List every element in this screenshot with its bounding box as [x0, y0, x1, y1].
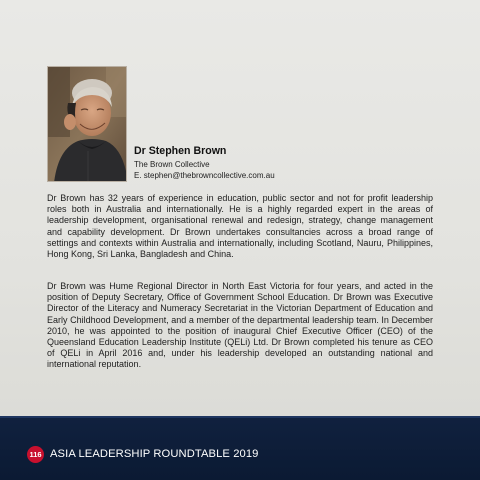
portrait-photo — [47, 66, 127, 182]
footer-divider — [0, 416, 480, 418]
profile-email[interactable]: E. stephen@thebrowncollective.com.au — [134, 170, 275, 180]
profile-name: Dr Stephen Brown — [134, 145, 227, 157]
portrait-illustration — [48, 67, 127, 182]
page-number-badge: 116 — [27, 446, 44, 463]
footer-title: ASIA LEADERSHIP ROUNDTABLE 2019 — [50, 448, 259, 460]
bio-paragraph-2: Dr Brown was Hume Regional Director in North East Victoria for four years, and acted in the position of Deputy Secretary, Office of Government School Education. Dr Brown was Executive Director of the Literacy and Numeracy Secretariat in the Victorian Department of Education and Early Childhood Development, and a member of the departmental leadership team. In December 2010, he was appointed to the position of inaugural Chief Executive Officer (CEO) of the Queensland Education Leadership Institute (QELi) Ltd. Dr Brown completed his tenure as CEO of QELi in April 2016 and, under his leadership developed an outstanding national and international reputation. — [47, 281, 433, 370]
footer-bar — [0, 416, 480, 480]
bio-paragraph-1: Dr Brown has 32 years of experience in education, public sector and not for profit leadership roles both in Australia and internationally. He is a highly regarded expert in the areas of leadership development, organisational renewal and redesign, strategy, change management and capability development. Dr Brown undertakes consultancies across a broad range of settings and contexts within Australia and internationally, including Scotland, Nauru, Philippines, Hong Kong, Sri Lanka, Bangladesh and China. — [47, 193, 433, 260]
profile-organisation: The Brown Collective — [134, 160, 210, 169]
profile-header — [134, 145, 275, 182]
